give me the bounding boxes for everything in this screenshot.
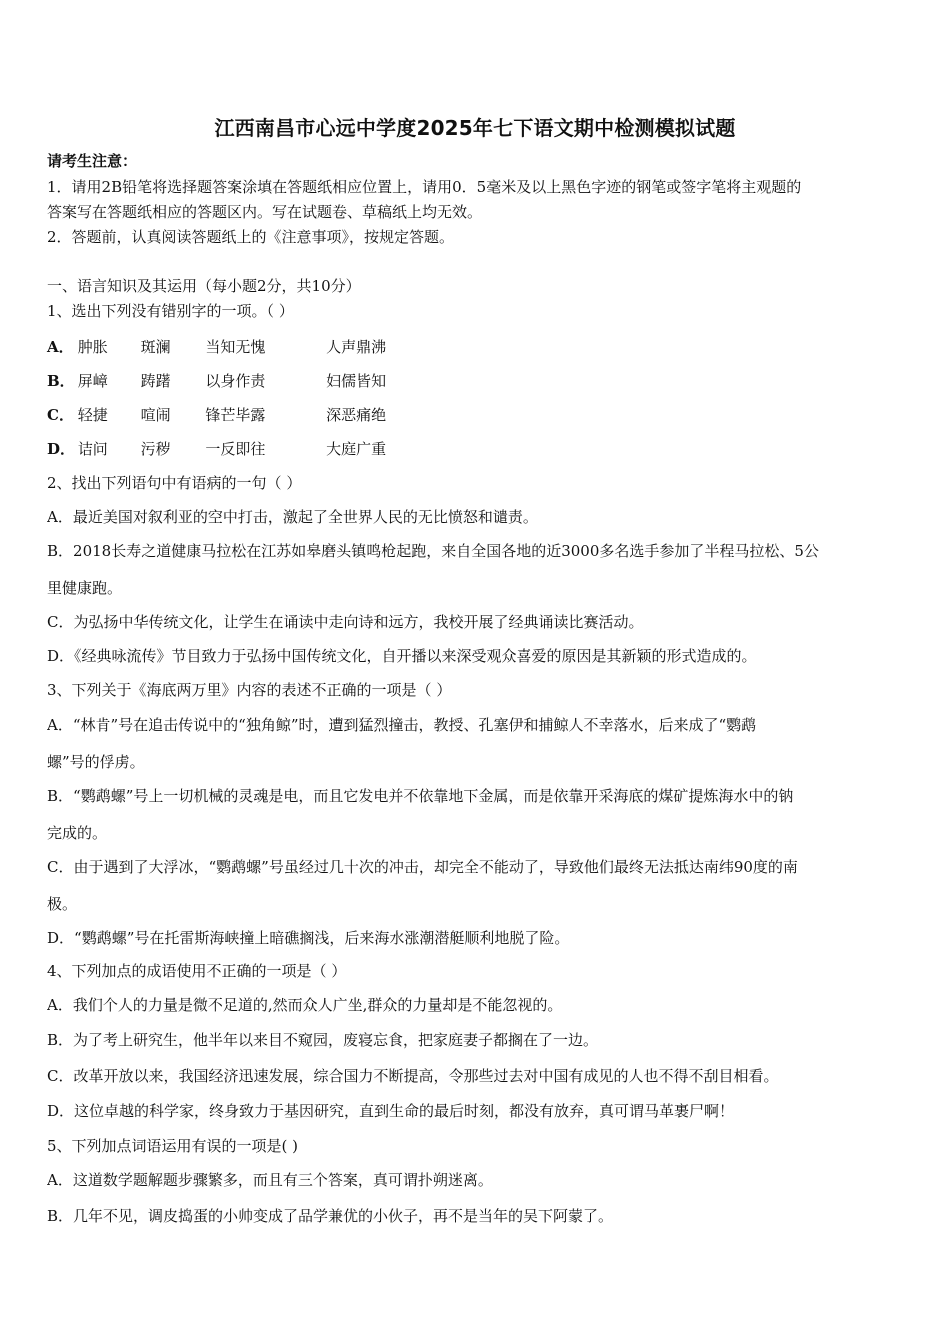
question-4-option-b: B．为了考上研究生，他半年以来目不窥园，废寝忘食，把家庭妻子都搁在了一边。 [47, 1031, 599, 1049]
option-word: 人声鼎沸 [326, 338, 387, 356]
option-word: 当知无愧 [205, 338, 266, 356]
question-3-option-d: D．“鹦鹉螺”号在托雷斯海峡撞上暗礁搁浅，后来海水涨潮潜艇顺利地脱了险。 [47, 929, 570, 947]
question-3-option-c-line-2: 极。 [47, 895, 78, 913]
question-3-option-a-line-2: 螺”号的俘虏。 [47, 753, 145, 771]
question-3-option-b-line-2: 完成的。 [47, 824, 108, 842]
question-4-option-d: D．这位卓越的科学家，终身致力于基因研究，直到生命的最后时刻，都没有放弃，真可谓马革裹尸啊！ [47, 1102, 735, 1120]
question-2-option-d: D．《经典咏流传》节目致力于弘扬中国传统文化，自开播以来深受观众喜爱的原因是其新颖的形式造成的。 [47, 647, 757, 665]
question-3-stem: 3、下列关于《海底两万里》内容的表述不正确的一项是（ ） [47, 681, 452, 699]
notice-item-2: 2．答题前，认真阅读答题纸上的《注意事项》，按规定答题。 [47, 228, 455, 246]
question-1-option-b [47, 371, 386, 391]
option-word: 喧闹 [140, 406, 171, 424]
option-label: B． [47, 372, 75, 390]
option-word: 肿胀 [77, 338, 108, 356]
question-4-option-a: A．我们个人的力量是微不足道的,然而众人广坐,群众的力量却是不能忽视的。 [47, 996, 563, 1014]
question-5-option-a: A．这道数学题解题步骤繁多，而且有三个答案，真可谓扑朔迷离。 [47, 1171, 493, 1189]
question-2-stem: 2、找出下列语句中有语病的一句（ ） [47, 474, 302, 492]
option-label: C． [47, 406, 74, 424]
question-1-option-d [47, 439, 386, 459]
option-word: 屏嶂 [77, 372, 108, 390]
question-3-option-b-line-1: B．“鹦鹉螺”号上一切机械的灵魂是电，而且它发电并不依靠地下金属，而是依靠开采海底的煤矿提炼海水中的钠 [47, 787, 794, 805]
question-5-stem: 5、下列加点词语运用有误的一项是( ) [47, 1137, 299, 1155]
option-word: 一反即往 [205, 440, 266, 458]
option-word: 以身作责 [205, 372, 266, 390]
question-2-option-b-line-2: 里健康跑。 [47, 579, 123, 597]
question-1-option-c [47, 405, 386, 425]
question-4-stem: 4、下列加点的成语使用不正确的一项是（ ） [47, 962, 347, 980]
option-label: A． [47, 338, 74, 356]
question-4-option-c: C．改革开放以来，我国经济迅速发展，综合国力不断提高，令那些过去对中国有成见的人也不得不刮目相看。 [47, 1067, 779, 1085]
notice-heading: 请考生注意： [47, 152, 138, 170]
section-heading: 一、语言知识及其运用（每小题2分，共10分） [47, 277, 361, 295]
option-word: 污秽 [140, 440, 171, 458]
notice-item-1-line-1: 1．请用2B铅笔将选择题答案涂填在答题纸相应位置上，请用0．5毫米及以上黑色字迹的钢笔或签字笔将主观题的 [47, 178, 802, 196]
question-2-option-b-line-1: B．2018长寿之道健康马拉松在江苏如皋磨头镇鸣枪起跑，来自全国各地的近3000多名选手参加了半程马拉松、5公 [47, 542, 819, 560]
notice-item-1-line-2: 答案写在答题纸相应的答题区内。写在试题卷、草稿纸上均无效。 [47, 203, 483, 221]
option-word: 踌躇 [140, 372, 171, 390]
question-1-stem: 1、选出下列没有错别字的一项。（ ） [47, 302, 294, 320]
option-word: 深恶痛绝 [326, 406, 387, 424]
question-3-option-c-line-1: C．由于遇到了大浮冰，“鹦鹉螺”号虽经过几十次的冲击，却完全不能动了，导致他们最终无法抵达南纬90度的南 [47, 858, 798, 876]
option-label: D． [47, 440, 76, 458]
question-1-option-a [47, 337, 386, 357]
option-word: 大庭广重 [326, 440, 387, 458]
question-2-option-a: A．最近美国对叙利亚的空中打击，激起了全世界人民的无比愤怒和谴责。 [47, 508, 538, 526]
option-word: 轻捷 [77, 406, 108, 424]
option-word: 诘问 [77, 440, 108, 458]
question-3-option-a-line-1: A．“林肯”号在追击传说中的“独角鲸”时，遭到猛烈撞击，教授、孔塞伊和捕鲸人不幸落水，后来成了“鹦鹉 [47, 716, 757, 734]
option-word: 斑澜 [140, 338, 171, 356]
page-title: 江西南昌市心远中学度2025年七下语文期中检测模拟试题 [214, 116, 736, 140]
option-word: 妇儒皆知 [326, 372, 387, 390]
question-5-option-b: B．几年不见，调皮捣蛋的小帅变成了品学兼优的小伙子，再不是当年的吴下阿蒙了。 [47, 1207, 614, 1225]
option-word: 锋芒毕露 [205, 406, 266, 424]
question-2-option-c: C．为弘扬中华传统文化，让学生在诵读中走向诗和远方，我校开展了经典诵读比赛活动。 [47, 613, 644, 631]
